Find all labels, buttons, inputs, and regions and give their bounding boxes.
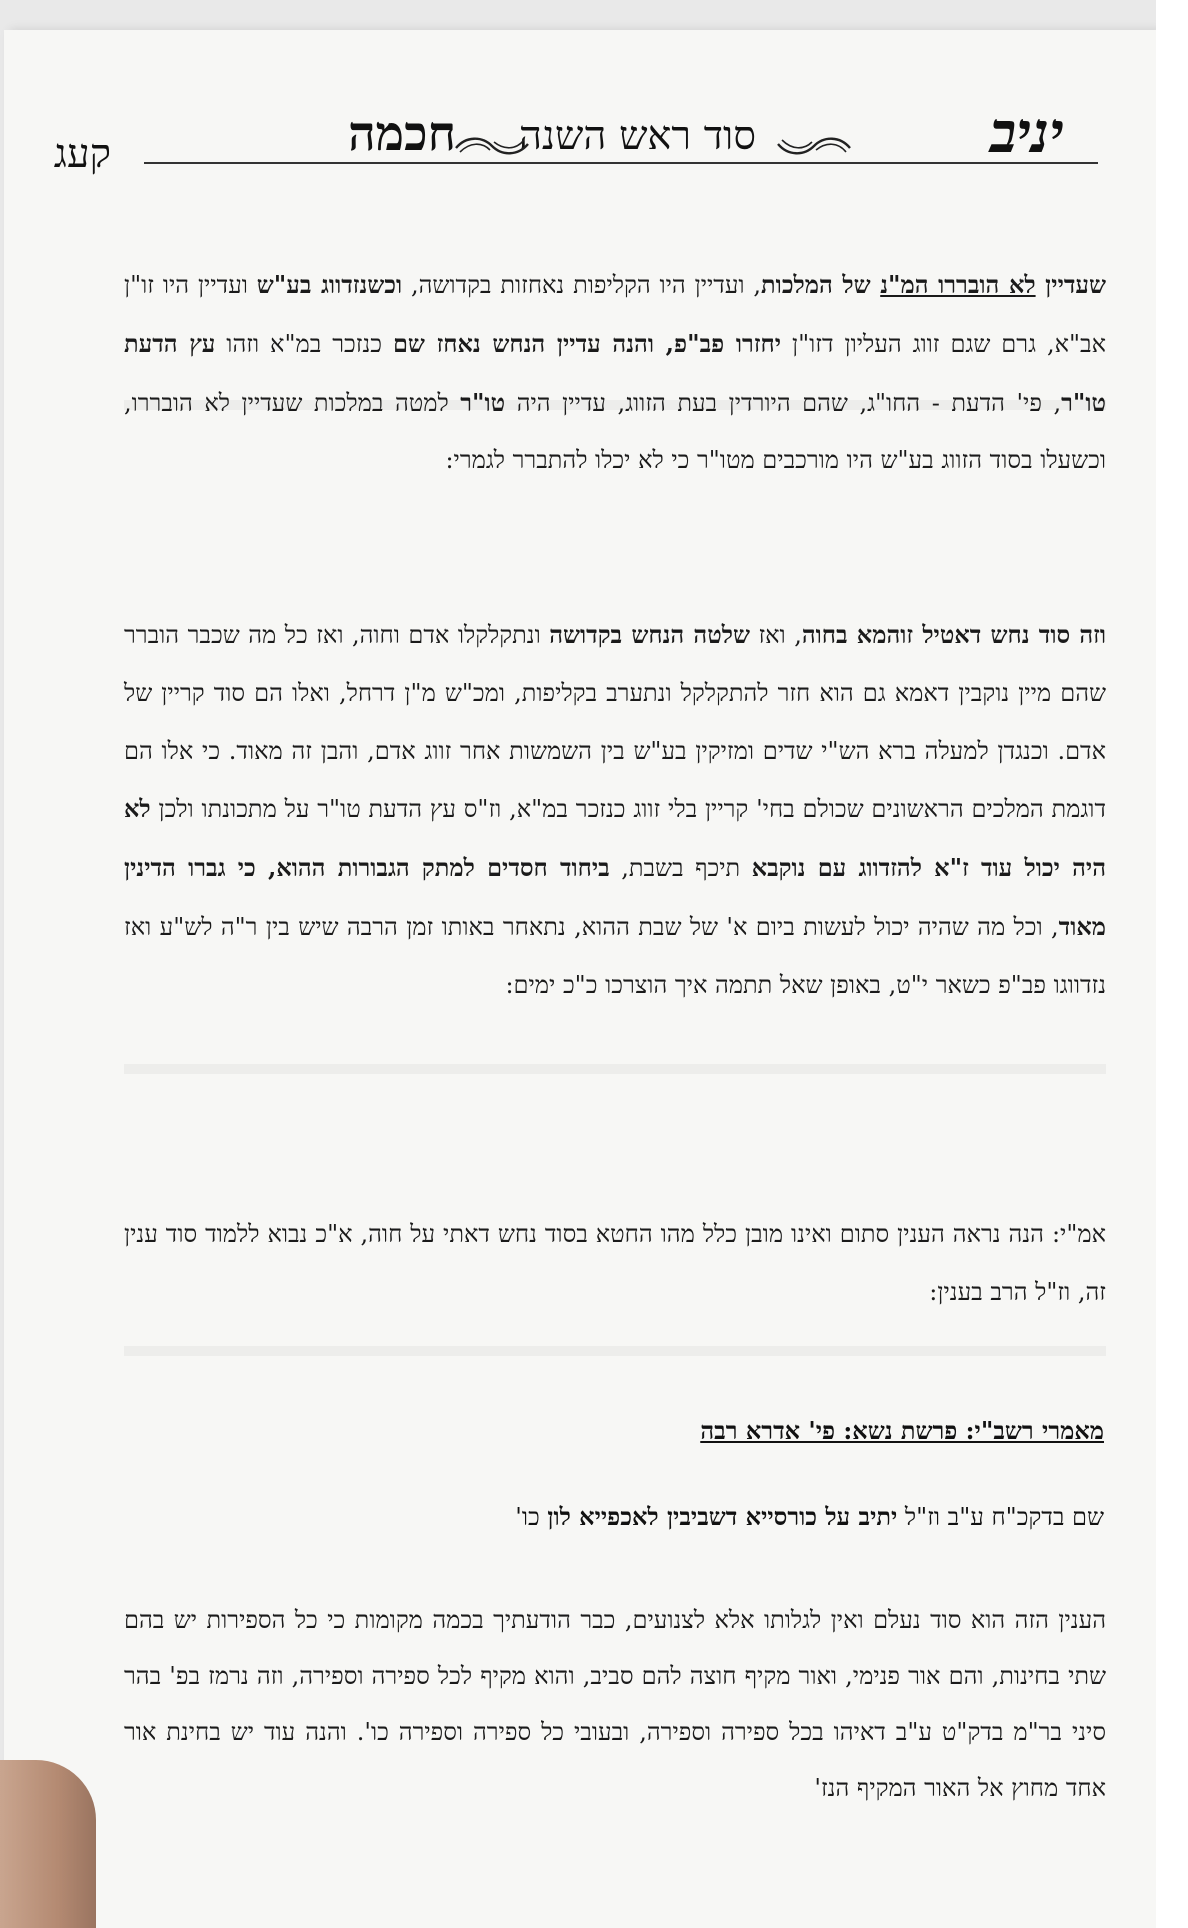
source-citation xyxy=(515,1502,1104,1532)
text-run: למטה במלכות שעדיין לא הובררו, וכשעלו בסוד הזווג בע"ש היו מורכבים מטו"ר כי לא יכלו להתברר לגמרי: xyxy=(124,388,1106,475)
chapter-title: סוד ראש השנה xyxy=(519,113,756,159)
ornament-flourish-right-icon xyxy=(774,134,854,158)
text-run: יתיב על כורסייא דשביבין לאכפייא לון xyxy=(547,1502,898,1531)
book-page xyxy=(4,30,1156,1928)
text-run: תיכף בשבת, xyxy=(609,854,752,883)
text-run: לא היה יכול עוד ז"א להזדווג עם נוקבא xyxy=(124,794,1106,883)
text-run: , וכל מה שהיה יכול לעשות ביום א' של שבת ההוא, נתאחר באותו זמן הרבה שיש בין ר"ה לש"ע ואז נזדווגו פב"פ כשאר י"ט, באופן שאל תתמה איך הוצרכו כ"כ ימים: xyxy=(124,912,1106,999)
page-edge xyxy=(1156,0,1188,1928)
running-header xyxy=(4,30,1156,180)
paragraph-1 xyxy=(124,256,1106,490)
text-run: שם בדקכ"ח ע"ב וז"ל xyxy=(897,1503,1104,1531)
text-run: אמ"י: הנה נראה הענין סתום ואינו מובן כלל מהו החטא בסוד נחש דאתי על חוה, א"כ נבוא ללמוד סוד ענין זה, וז"ל הרב בענין: xyxy=(124,1220,1106,1306)
text-run: , ועדיין היו הקליפות נאחזות בקדושה, xyxy=(402,271,762,299)
text-run: כנזכר במ"א וזהו xyxy=(215,329,393,358)
text-run: שלטה הנחש בקדושה xyxy=(549,620,750,649)
page-number: קעג xyxy=(53,131,111,177)
paragraph-3 xyxy=(124,1206,1106,1322)
bleed-through-line xyxy=(124,1064,1106,1074)
section-title: חכמה xyxy=(348,106,456,162)
text-run: לא הובררו המ"נ xyxy=(880,270,1036,299)
text-run: יחזרו פב"פ, והנה עדיין הנחש נאחז שם xyxy=(392,328,782,358)
text-run: , פי' הדעת - החו"ג, שהם היורדין בעת הזווג, עדיין היה xyxy=(505,388,1062,417)
text-run: ביחוד חסדים למתק הגבורות ההוא, כי גברו הדינין מאוד xyxy=(124,853,1106,941)
text-run: שעדיין xyxy=(1035,270,1106,299)
text-run: כו' xyxy=(515,1503,548,1531)
text-run: ועדיין היו זו"ן אב"א, גרם שגם זווג העליון דזו"ן xyxy=(124,271,1106,358)
thumb-finger xyxy=(0,1760,96,1928)
text-run: של המלכות xyxy=(761,270,881,299)
book-title: יניב xyxy=(989,100,1064,166)
text-run: , ואז xyxy=(749,621,802,649)
text-run: וכשנזדווג בע"ש xyxy=(256,270,403,299)
bleed-through-line xyxy=(124,1346,1106,1356)
section-heading xyxy=(700,1416,1104,1446)
text-run: מאמרי רשב"י: פרשת נשא: פי' אדרא רבה xyxy=(700,1416,1104,1445)
text-run: עץ הדעת טו"ר xyxy=(124,328,1107,417)
paragraph-2 xyxy=(124,606,1106,1015)
header-divider xyxy=(144,162,1098,164)
paragraph-6 xyxy=(124,1592,1106,1816)
text-run: ונתקלקלו אדם וחוה, ואז כל מה שכבר הוברר שהם מיין נוקבין דאמא גם הוא חזר להתקלקל ונתערב בקליפות, ומכ"ש מ"ן דרחל, ואלו הם סוד קריין של אדם. וכנגדן למעלה ברא הש"י שדים ומזיקין בע"ש בין השמשות אחר זווג אדם, והבן זה מאוד. כי אלו הם דוגמת המלכים הראשונים שכולם בחי' קריין בלי זווג כנזכר במ"א, וז"ס עץ הדעת טו"ר על מתכונתו ולכן xyxy=(124,621,1107,824)
ornament-flourish-left-icon xyxy=(452,134,532,158)
text-run: הענין הזה הוא סוד נעלם ואין לגלותו אלא לצנועים, כבר הודעתיך בכמה מקומות כי כל הספירות יש בהם שתי בחינות, והם אור פנימי, ואור מקיף חוצה להם סביב, והוא מקיף לכל ספירה וספירה, וזה נרמז בפ' בהר סיני בר"מ בדק"ט ע"ב דאיהו בכל ספירה וספירה, ובעובי כל ספירה וספירה כו'. והנה עוד יש בחינת אור אחד מחוץ אל האור המקיף הנז' xyxy=(124,1606,1106,1802)
text-run: טו"ר xyxy=(460,387,506,417)
text-run: וזה סוד נחש דאטיל זוהמא בחוה xyxy=(801,620,1106,649)
